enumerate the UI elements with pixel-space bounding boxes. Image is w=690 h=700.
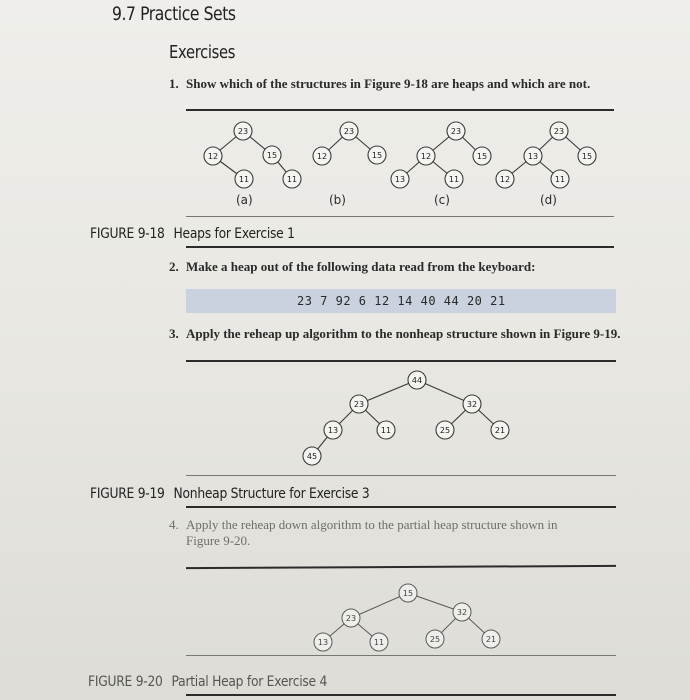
figure-20-tree	[0, 582, 690, 654]
figure-20-caption-number: FIGURE 9-20	[88, 674, 163, 690]
exercise-1-number: 1.	[169, 76, 179, 91]
figure-19-caption-text: Nonheap Structure for Exercise 3	[173, 486, 370, 502]
exercise-2-data: 23 7 92 6 12 14 40 44 20 21	[297, 294, 506, 308]
fig19-node-4: 11	[380, 426, 392, 435]
figure-20-bottom-rule	[186, 655, 616, 656]
figure-18-caption-text: Heaps for Exercise 1	[173, 226, 295, 242]
figure-19-top-rule	[186, 360, 616, 362]
tree-b-node-1: 12	[316, 152, 328, 161]
exercise-4-text-line1: Apply the reheap down algorithm to the partial heap structure shown in	[186, 517, 558, 532]
tree-a-node-1: 12	[207, 152, 219, 161]
tree-d-node-3: 12	[499, 175, 511, 184]
tree-c-node-3: 13	[394, 175, 406, 184]
figure-20-caption-text: Partial Heap for Exercise 4	[171, 674, 328, 690]
figure-19-bottom-rule	[186, 475, 616, 476]
figure-18-caption-number: FIGURE 9-18	[90, 226, 165, 242]
figure-19-caption-rule	[186, 506, 616, 508]
tree-b-label: (b)	[329, 193, 346, 207]
figure-18-bottom-rule	[186, 216, 614, 217]
fig19-node-6: 21	[494, 426, 506, 435]
tree-c-node-0: 23	[450, 127, 462, 136]
fig20-node-6: 21	[485, 635, 497, 644]
section-title: 9.7 Practice Sets	[112, 3, 236, 25]
fig19-node-7: 45	[306, 452, 318, 461]
tree-d-node-2: 15	[581, 152, 593, 161]
tree-c-node-4: 11	[448, 175, 460, 184]
fig19-node-1: 23	[353, 400, 365, 409]
figure-19-caption-number: FIGURE 9-19	[90, 486, 165, 502]
figure-18-top-rule	[186, 109, 614, 111]
tree-c-label: (c)	[434, 193, 450, 207]
exercise-2-number: 2.	[169, 259, 179, 274]
tree-b-node-0: 23	[343, 127, 355, 136]
figure-20-caption	[88, 674, 327, 690]
tree-d-node-4: 11	[554, 175, 566, 184]
fig20-node-3: 13	[317, 638, 329, 647]
tree-c-node-2: 15	[476, 152, 488, 161]
exercise-3	[169, 326, 620, 342]
fig20-node-5: 25	[429, 635, 441, 644]
tree-d-label: (d)	[540, 193, 557, 207]
exercise-3-text: Apply the reheap up algorithm to the nonheap structure shown in Figure 9-19.	[186, 326, 621, 341]
figure-18-caption	[90, 226, 295, 242]
exercise-4-number: 4.	[169, 517, 179, 532]
tree-a-label: (a)	[236, 193, 253, 207]
tree-d-node-1: 13	[527, 152, 539, 161]
fig19-node-0: 44	[411, 376, 423, 385]
fig20-node-4: 11	[373, 638, 385, 647]
fig20-node-1: 23	[345, 614, 357, 623]
tree-b-node-2: 15	[371, 151, 383, 160]
exercise-3-number: 3.	[169, 326, 179, 341]
tree-a-node-0: 23	[237, 127, 249, 136]
tree-a-node-3: 11	[238, 175, 250, 184]
fig19-node-2: 32	[466, 400, 478, 409]
fig19-node-3: 13	[327, 426, 339, 435]
exercises-heading: Exercises	[169, 42, 236, 63]
tree-a-node-4: 11	[286, 175, 298, 184]
fig20-node-2: 32	[456, 608, 468, 617]
exercise-1-text: Show which of the structures in Figure 9-18 are heaps and which are not.	[186, 76, 591, 91]
exercise-2	[169, 259, 535, 275]
figure-19-tree	[0, 368, 690, 468]
exercise-4-line2: Figure 9-20.	[186, 533, 251, 548]
fig19-node-5: 25	[439, 426, 451, 435]
figure-18-caption-rule	[186, 246, 614, 248]
tree-c-node-1: 12	[420, 152, 432, 161]
exercise-4	[169, 517, 557, 533]
figure-19-caption	[90, 486, 369, 502]
tree-d-node-0: 23	[553, 127, 565, 136]
exercise-2-text: Make a heap out of the following data read from the keyboard:	[186, 259, 536, 274]
figure-20-top-rule	[186, 565, 616, 569]
exercise-1	[169, 76, 590, 92]
figure-20-caption-rule	[186, 694, 616, 696]
tree-a-node-2: 15	[266, 151, 278, 160]
fig20-node-0: 15	[402, 589, 414, 598]
